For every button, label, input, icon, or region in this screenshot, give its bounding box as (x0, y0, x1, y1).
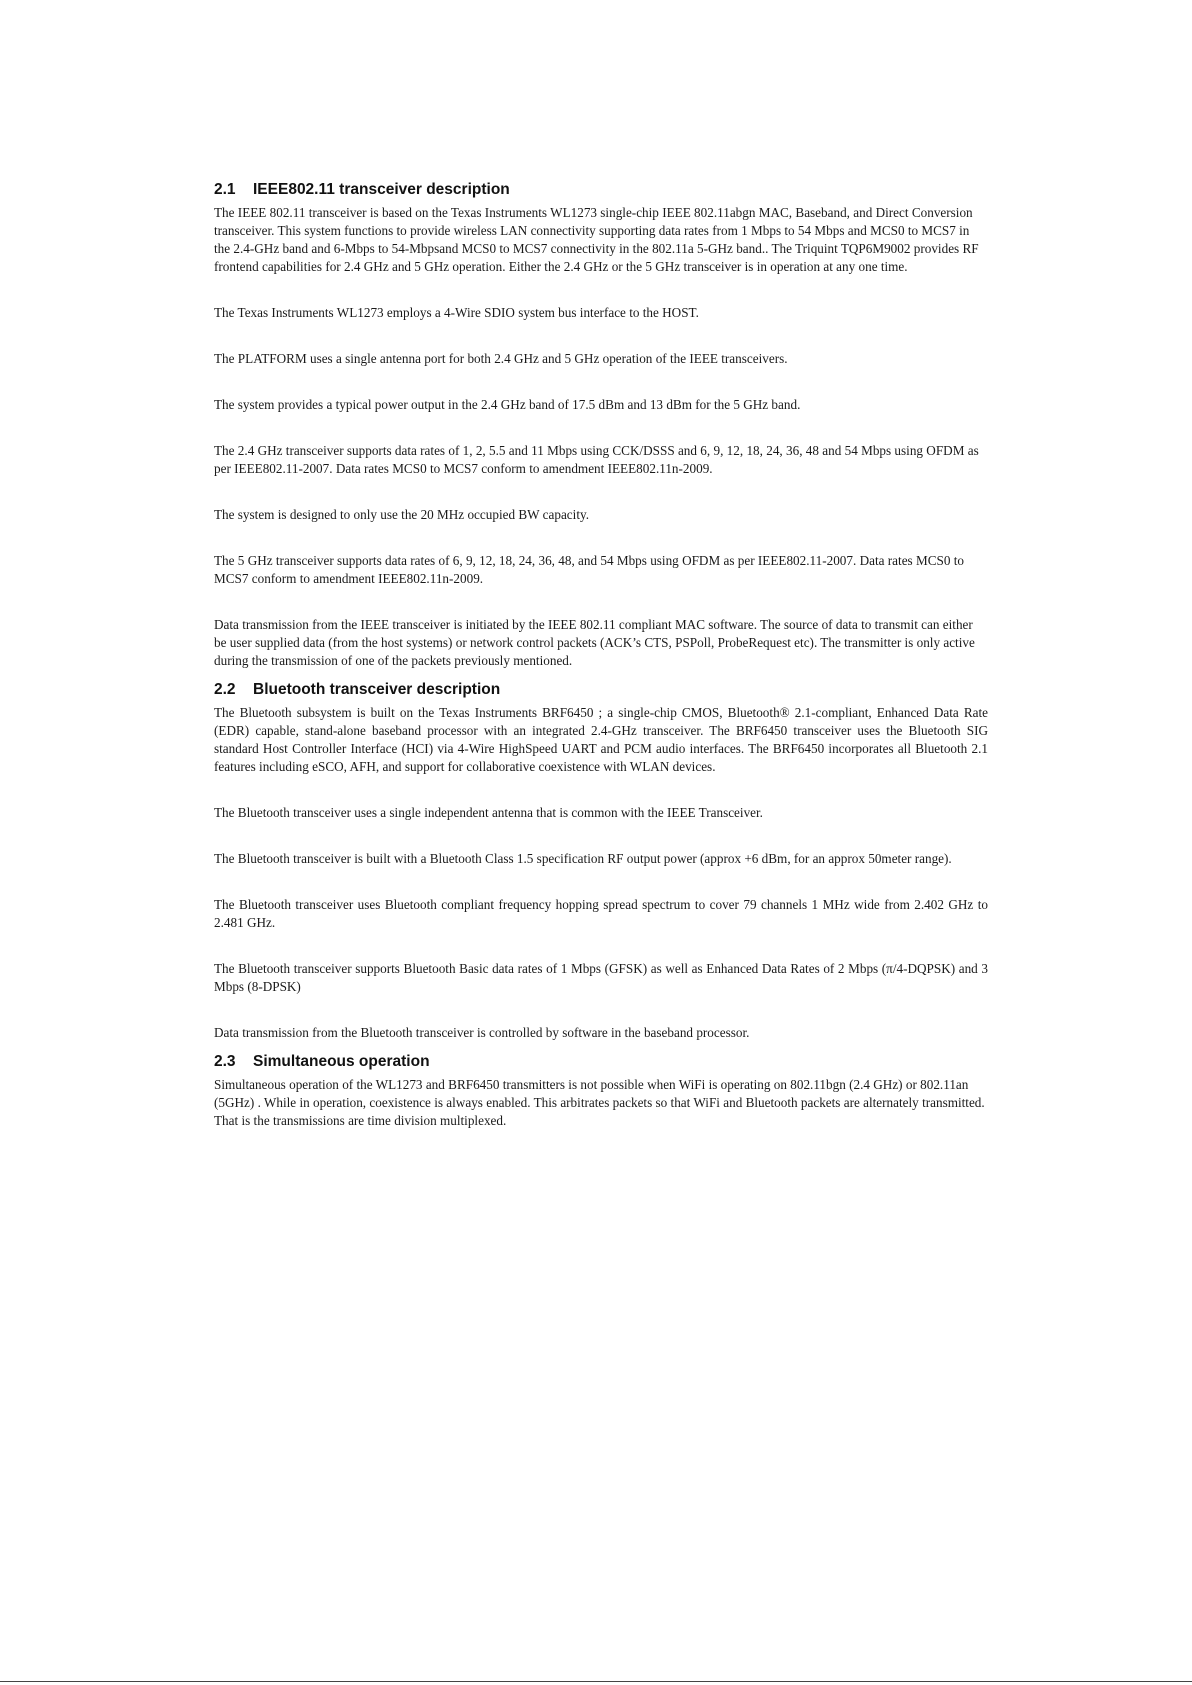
page-content (214, 180, 988, 1130)
paragraph: The Bluetooth subsystem is built on the Texas Instruments BRF6450 ; a single-chip CMOS, Bluetooth® 2.1-compliant, Enhanced Data Rate (EDR) capable, stand-alone baseband processor with an integrated 2.4-GHz transceiver. The BRF6450 transceiver uses the Bluetooth SIG standard Host Controller Interface (HCI) via 4-Wire HighSpeed UART and PCM audio interfaces. The BRF6450 incorporates all Bluetooth 2.1 features including eSCO, AFH, and support for collaborative coexistence with WLAN devices. (214, 705, 988, 774)
paragraph: The 5 GHz transceiver supports data rates of 6, 9, 12, 18, 24, 36, 48, and 54 Mbps using OFDM as per IEEE802.11-2007. Data rates MCS0 to MCS7 conform to amendment IEEE802.11n-2009. (214, 553, 964, 586)
paragraph: The system is designed to only use the 20 MHz occupied BW capacity. (214, 507, 590, 522)
paragraph: The PLATFORM uses a single antenna port for both 2.4 GHz and 5 GHz operation of the IEEE transceivers. (214, 351, 788, 366)
section-number: 2.3 (214, 1053, 236, 1070)
section-title: Simultaneous operation (253, 1053, 430, 1070)
section-heading (214, 180, 988, 200)
section-ieee80211 (214, 180, 988, 680)
paragraph: Data transmission from the Bluetooth transceiver is controlled by software in the baseband processor. (214, 1025, 750, 1040)
paragraph: The Texas Instruments WL1273 employs a 4-Wire SDIO system bus interface to the HOST. (214, 305, 699, 320)
section-simultaneous-operation (214, 1052, 988, 1130)
section-title: Bluetooth transceiver description (253, 681, 501, 698)
paragraph: Simultaneous operation of the WL1273 and BRF6450 transmitters is not possible when WiFi is operating on 802.11bgn (2.4 GHz) or 802.11an (5GHz) . While in operation, coexistence is always enabled. This arbitrates packets so that WiFi and Bluetooth packets are alternately transmitted. That is the transmissions are time division multiplexed. (214, 1077, 985, 1128)
paragraph: Data transmission from the IEEE transceiver is initiated by the IEEE 802.11 compliant MAC software. The source of data to transmit can either be user supplied data (from the host systems) or network control packets (ACK’s CTS, PSPoll, ProbeRequest etc). The transmitter is only active during the transmission of one of the packets previously mentioned. (214, 617, 975, 668)
section-number: 2.2 (214, 681, 236, 698)
paragraph: The Bluetooth transceiver supports Bluetooth Basic data rates of 1 Mbps (GFSK) as well as Enhanced Data Rates of 2 Mbps (π/4-DQPSK) and 3 Mbps (8-DPSK) (214, 961, 988, 994)
footer-rule (0, 1681, 1192, 1682)
paragraph: The Bluetooth transceiver is built with a Bluetooth Class 1.5 specification RF output power (approx +6 dBm, for an approx 50meter range). (214, 851, 952, 866)
paragraph: The 2.4 GHz transceiver supports data rates of 1, 2, 5.5 and 11 Mbps using CCK/DSSS and 6, 9, 12, 18, 24, 36, 48 and 54 Mbps using OFDM as per IEEE802.11-2007. Data rates MCS0 to MCS7 conform to amendment IEEE802.11n-2009. (214, 443, 979, 476)
paragraph: The Bluetooth transceiver uses Bluetooth compliant frequency hopping spread spectrum to cover 79 channels 1 MHz wide from 2.402 GHz to 2.481 GHz. (214, 897, 988, 930)
paragraph: The Bluetooth transceiver uses a single independent antenna that is common with the IEEE Transceiver. (214, 805, 763, 820)
section-bluetooth (214, 680, 988, 1052)
paragraph: The IEEE 802.11 transceiver is based on the Texas Instruments WL1273 single-chip IEEE 802.11abgn MAC, Baseband, and Direct Conversion transceiver. This system functions to provide wireless LAN connectivity supporting data rates from 1 Mbps to 54 Mbps and MCS0 to MCS7 in the 2.4-GHz band and 6-Mbps to 54-Mbpsand MCS0 to MCS7 connectivity in the 802.11a 5-GHz band.. The Triquint TQP6M9002 provides RF frontend capabilities for 2.4 GHz and 5 GHz operation. Either the 2.4 GHz or the 5 GHz transceiver is in operation at any one time. (214, 205, 979, 274)
section-heading (214, 1052, 988, 1072)
section-heading (214, 680, 988, 700)
section-number: 2.1 (214, 181, 236, 198)
section-title: IEEE802.11 transceiver description (253, 181, 510, 198)
paragraph: The system provides a typical power output in the 2.4 GHz band of 17.5 dBm and 13 dBm for the 5 GHz band. (214, 397, 801, 412)
